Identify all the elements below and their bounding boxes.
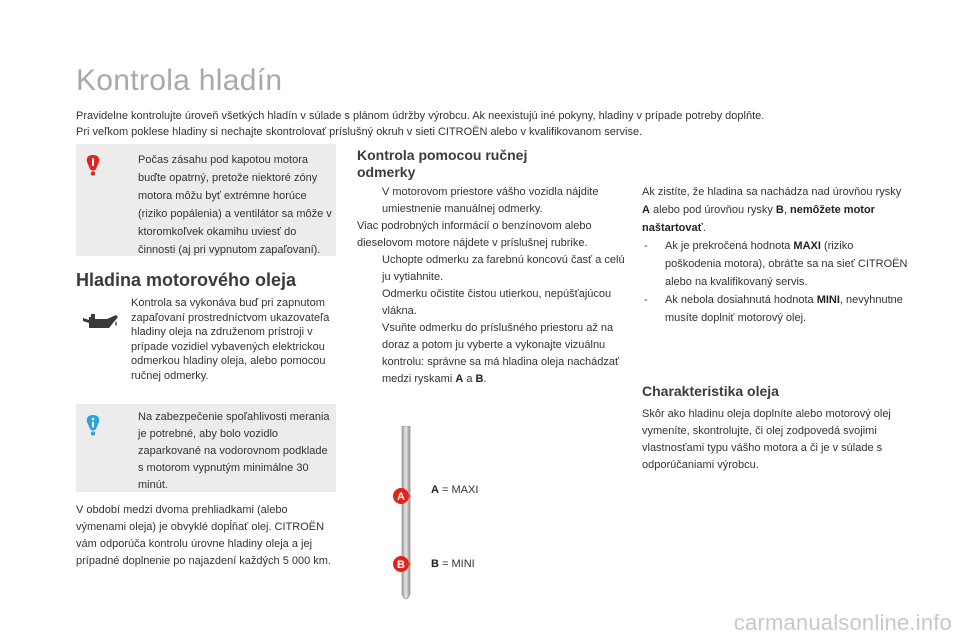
intro-line-2: Pri veľkom poklese hladiny si nechajte skontrolovať príslušný okruh v sieti CITROËN alebo v kvalifikovanom servise. <box>76 126 643 138</box>
info-icon <box>84 414 102 436</box>
info-text: Na zabezpečenie spoľahlivosti merania je potrebné, aby bolo vozidlo zaparkované na vodorovnom podklade s motorom vypnutým minimálne 30 minút. <box>138 411 330 491</box>
oil-level-text: Kontrola sa vykonáva buď pri zapnutom zapaľovaní prostredníctvom ukazovateľa hladiny oleja na združenom prístroji v prípade vozidiel vybavených elektrickou odmerkou hladiny oleja, alebo pomocou ručnej odmerky. <box>131 297 330 382</box>
step-1: V motorovom priestore vášho vozidla nájdite umiestnenie manuálnej odmerky. <box>382 186 599 215</box>
mini-not-reached-item: - Ak nebola dosiahnutá hodnota MINI, nevyhnutne musíte doplniť motorový olej. <box>644 294 903 324</box>
intro-line-1: Pravidelne kontrolujte úroveň všetkých hladín v súlade s plánom údržby výrobcu. Ak neexistujú iné pokyny, hladiny v prípade potreby doplňte. <box>76 110 765 122</box>
engine-info-paragraph: Viac podrobných informácií o benzínovom alebo dieselovom motore nájdete v príslušnej rubrike. <box>357 220 592 249</box>
step-4: Vsuňte odmerku do príslušného priestoru až na doraz a potom ju vyberte a vykonajte vizuálnu kontrolu: správne sa má hladina oleja nachádzať medzi ryskami A a B. <box>382 322 620 385</box>
warning-exclamation-icon <box>84 154 102 176</box>
level-result-text <box>642 183 912 327</box>
warning-box <box>76 144 336 256</box>
maxi-exceeded-item: - Ak je prekročená hodnota MAXI (riziko poškodenia motora), obráťte sa na sieť CITROËN alebo na kvalifikovaný servis. <box>644 240 908 288</box>
intro-text <box>76 108 886 140</box>
oil-can-icon <box>80 312 120 334</box>
service-interval-text: V období medzi dvoma prehliadkami (alebo výmenami oleja) je obvyklé dopĺňať olej. CITROËN vám odporúča kontrolu úrovne hladiny oleja a jej prípadné doplnenie po najazdení každých 5 000 km. <box>76 504 332 567</box>
manual-check-heading: Kontrola pomocou ručnej odmerky <box>357 147 528 180</box>
info-box <box>76 404 336 492</box>
marker-a-icon <box>393 488 409 504</box>
oil-characteristics-text: Skôr ako hladinu oleja doplníte alebo motorový olej vymeníte, skontrolujte, či olej zodpovedá svojimi vlastnosťami typu vášho motora a či je v súlade s odporúčaniami výrobcu. <box>642 408 891 471</box>
step-3: Odmerku očistite čistou utierkou, nepúšťajúcou vlákna. <box>382 288 612 317</box>
warning-text: Počas zásahu pod kapotou motora buďte opatrný, pretože niektoré zóny motora môžu byť extrémne horúce (riziko popálenia) a ventilátor sa môže v ktoromkoľvek okamihu uviesť do činnosti (aj pri vypnutom zapaľovaní). <box>138 154 332 256</box>
watermark: carmanualsonline.info <box>733 610 952 635</box>
svg-text:A: A <box>397 491 405 503</box>
svg-text:B: B <box>397 559 405 571</box>
label-mini: B = MINI <box>431 558 475 570</box>
step-2: Uchopte odmerku za farebnú koncovú časť a celú ju vytiahnite. <box>382 254 625 283</box>
label-maxi: A = MAXI <box>431 484 479 496</box>
manual-check-steps <box>357 184 627 388</box>
page-title: Kontrola hladín <box>76 64 283 97</box>
oil-characteristics-heading: Charakteristika oleja <box>642 383 779 399</box>
level-paragraph: Ak zistíte, že hladina sa nachádza nad úrovňou rysky A alebo pod úrovňou rysky B, nemôžete motor naštartovať. <box>642 186 902 234</box>
oil-level-heading: Hladina motorového oleja <box>76 270 297 290</box>
dipstick-illustration <box>370 426 430 606</box>
marker-b-icon <box>393 556 409 572</box>
